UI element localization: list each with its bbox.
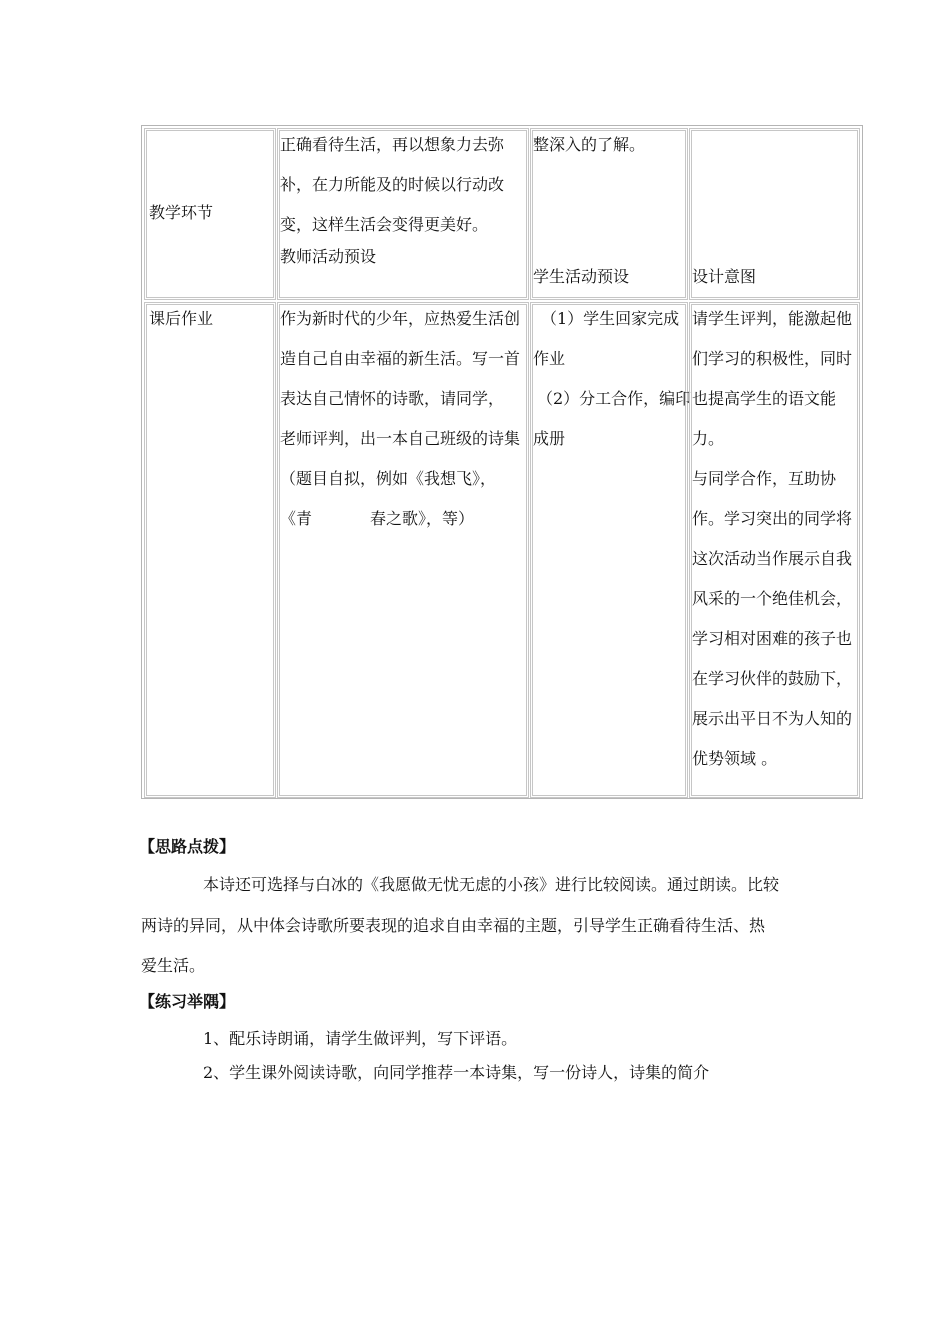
practice-item: 1、配乐诗朗诵，请学生做评判，写下评语。 bbox=[203, 1029, 518, 1048]
row2-teacher-cell bbox=[277, 302, 529, 798]
row1-section-cell bbox=[144, 128, 276, 300]
row2-intent-line: 这次活动当作展示自我 bbox=[692, 549, 853, 568]
row2-teacher-line: 《青 bbox=[280, 509, 313, 528]
section-title-thinking-tips: 【思路点拨】 bbox=[139, 837, 236, 856]
row1-teacher-cell bbox=[277, 128, 529, 300]
row2-intent-line: 优势领域 。 bbox=[692, 749, 778, 768]
row1-teacher-line: 补，在力所能及的时候以行动改 bbox=[280, 175, 505, 194]
section1-paragraph-line: 两诗的异同，从中体会诗歌所要表现的追求自由幸福的主题，引导学生正确看待生活、热 bbox=[141, 916, 766, 935]
row1-teacher-header: 教师活动预设 bbox=[280, 247, 377, 266]
row2-intent-line: 们学习的积极性，同时 bbox=[692, 349, 853, 368]
section1-paragraph-line: 本诗还可选择与白冰的《我愿做无忧无虑的小孩》进行比较阅读。通过朗读。比较 bbox=[203, 875, 780, 894]
row2-teacher-line: 老师评判，出一本自己班级的诗集 bbox=[280, 429, 521, 448]
row2-student-line: 成册 bbox=[533, 429, 566, 448]
row1-intent-cell bbox=[689, 128, 860, 300]
row2-intent-line: 学习相对困难的孩子也 bbox=[692, 629, 853, 648]
row2-intent-line: 也提高学生的语文能 bbox=[692, 389, 837, 408]
row2-intent-line: 与同学合作，互助协 bbox=[692, 469, 837, 488]
row2-student-line: 作业 bbox=[533, 349, 566, 368]
row2-intent-line: 作。学习突出的同学将 bbox=[692, 509, 853, 528]
row2-intent-line: 力。 bbox=[692, 429, 725, 448]
lesson-plan-table bbox=[141, 125, 863, 799]
row2-intent-line: 请学生评判，能激起他 bbox=[692, 309, 853, 328]
row1-intent-header: 设计意图 bbox=[692, 267, 757, 286]
section1-paragraph-line: 爱生活。 bbox=[141, 956, 206, 975]
row2-intent-line: 展示出平日不为人知的 bbox=[692, 709, 853, 728]
row2-intent-line: 在学习伙伴的鼓励下， bbox=[692, 669, 853, 688]
row2-section-label: 课后作业 bbox=[149, 309, 214, 328]
row1-section-label: 教学环节 bbox=[149, 203, 214, 222]
row1-teacher-line: 变，这样生活会变得更美好。 bbox=[280, 215, 489, 234]
row2-teacher-line: 作为新时代的少年，应热爱生活创 bbox=[280, 309, 521, 328]
row2-student-line: （2）分工合作，编印 bbox=[537, 389, 692, 408]
row2-teacher-line: （题目自拟，例如《我想飞》， bbox=[280, 469, 497, 488]
row2-section-cell bbox=[144, 302, 276, 798]
row2-teacher-line: 春之歌》，等） bbox=[370, 509, 475, 528]
row1-student-cell bbox=[530, 128, 688, 300]
row2-teacher-line: 表达自己情怀的诗歌，请同学， bbox=[280, 389, 505, 408]
row1-teacher-line: 正确看待生活，再以想象力去弥 bbox=[280, 135, 505, 154]
row1-student-header: 学生活动预设 bbox=[533, 267, 630, 286]
section-title-practice: 【练习举隅】 bbox=[139, 992, 236, 1011]
row2-intent-line: 风采的一个绝佳机会， bbox=[692, 589, 853, 608]
row2-student-cell bbox=[530, 302, 692, 798]
row2-teacher-line: 造自己自由幸福的新生活。写一首 bbox=[280, 349, 521, 368]
row2-student-line: （1）学生回家完成 bbox=[541, 309, 680, 328]
practice-item: 2、学生课外阅读诗歌，向同学推荐一本诗集，写一份诗人，诗集的简介 bbox=[203, 1063, 710, 1082]
row1-student-line: 整深入的了解。 bbox=[533, 135, 646, 154]
row2-intent-cell bbox=[689, 302, 860, 798]
